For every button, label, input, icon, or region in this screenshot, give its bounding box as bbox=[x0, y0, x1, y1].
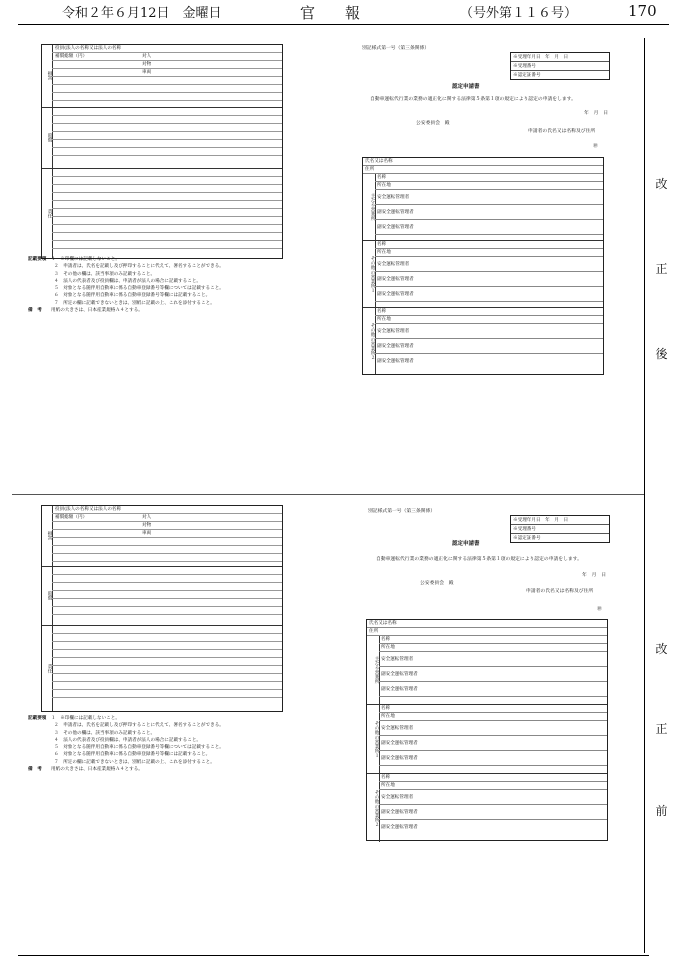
header-issue: （号外第１１６号） bbox=[460, 6, 578, 21]
left-form-table-original: 損害 役員(法人の名称又は法人の名称 補償総額（円） 対人 対物 車両 賠償 責任 bbox=[41, 505, 283, 712]
side-label-after: 改 正 後 bbox=[655, 177, 668, 361]
left-form-notes: 記載要領 １ ※印欄には記載しないこと。 ２ 申請者は、氏名を記載し及び押印することに代えて、署名することができる。 ３ その他の欄は、該当事項のみ記載すること。 ４ 法人の代表者及び役員欄は、申請者が法人の場合に記載すること。 ５ 対象となる随伴用自動車に係る自動車登録番号等欄については記載すること。 ６ 対象となる随伴用自動車に係る自動車登録番号等欄には記載すること。 ７ 所定の欄に記載できないときは、別紙に記載の上、これを添付すること。 備 考 用紙の大きさは、日本産業規格Ａ４とする。 bbox=[28, 257, 224, 314]
page-header bbox=[0, 0, 679, 24]
header-page-number: 170 bbox=[628, 2, 657, 20]
right-form-applicant: 申請者の氏名又は名称及び住所 bbox=[528, 129, 596, 134]
receipt-stamp-box: ※受理年月日 年 月 日 ※受理番号 ※認定証番号 bbox=[510, 52, 610, 80]
header-title: 官 報 bbox=[300, 4, 361, 22]
seal-mark: ㊞ bbox=[593, 144, 598, 149]
side-label-before: 改 正 前 bbox=[655, 642, 668, 818]
right-form-intro: 自動車運転代行業の業務の適正化に関する法律第５条第１項の規定により認定の申請をします。 bbox=[370, 97, 576, 102]
right-form-addressee: 公安委員会 殿 bbox=[416, 121, 450, 126]
right-form-table: 氏名又は名称 住所 主たる営業所 名称 所在地 安全運転管理者 副安全運転管理者 副安全運転管理者 その他の営業所１ 名称 所在地 安全運転管理者 副安全運転管理者 副安全運転管理者 その他の営業所２ 名称 所在地 安全運転管理者 副安全運転管理者 副安全運転管理者 bbox=[362, 157, 604, 375]
revised-section bbox=[12, 38, 644, 490]
header-date: 令和２年６月12日 金曜日 bbox=[62, 6, 222, 21]
right-form-number: 別記様式第一号（第三条関係） bbox=[362, 46, 430, 51]
right-form-date: 年 月 日 bbox=[584, 111, 608, 116]
left-form-top-row: 役員(法人の名称又は法人の名称 bbox=[55, 46, 122, 51]
receipt-stamp-box-original: ※受理年月日 年 月 日 ※受理番号 ※認定証番号 bbox=[510, 515, 610, 543]
right-form-table-original: 氏名又は名称 住所 主たる営業所 名称 所在地 安全運転管理者 副安全運転管理者 副安全運転管理者 その他の営業所１ 名称 所在地 安全運転管理者 副安全運転管理者 副安全運転管理者 その他の営業所２ 名称 所在地 安全運転管理者 副安全運転管理者 副安全運転管理者 bbox=[366, 619, 608, 841]
original-section: 損害 役員(法人の名称又は法人の名称 補償総額（円） 対人 対物 車両 賠償 責任 記載要領 １ ※印欄には記載しないこと。 ２ 申請者は、氏名を記載し及び押印することに代えて、署名することができる。 ３ その他の欄は、該当事項のみ記載すること。 ４ 法人の代表者及び役員欄は、申請者が法人の場合に記載すること。 ５ 対象となる随伴用自動車に係る自動車登録番号等欄については記載すること。 ６ 対象となる随伴用自動車に係る自動車登録番号等欄には記載すること。 ７ 所定の欄に記載できないときは、別紙に記載の上、これを添付すること。 備 考 用紙の大きさは、日本産業規格Ａ４とする。 別記様式第一号（第三条関係） ※受理年月日 年 月 日 ※受理番号 ※認定証番号 認定申請書 自動車運転代行業の業務の適正化に関する法律第５条第１項の規定により認定の申請をします。 公安委員会 殿 年 月 日 申請者の氏名又は名称及び住所 ㊞ 氏名又は名称 住所 主たる営業所 名称 所在地 安全運転管理者 副安全運転管理者 副安全運転管理者 その他の営業所１ 名称 所在地 安全運転管理者 副安全運転管理者 副安全運転管理者 その他の営業所２ 名称 所在地 安全運転管理者 副安全運転管理者 副安全運転管理者 bbox=[12, 494, 644, 955]
left-form-notes-original: 記載要領 １ ※印欄には記載しないこと。 ２ 申請者は、氏名を記載し及び押印することに代えて、署名することができる。 ３ その他の欄は、該当事項のみ記載すること。 ４ 法人の代表者及び役員欄は、申請者が法人の場合に記載すること。 ５ 対象となる随伴用自動車に係る自動車登録番号等欄については記載すること。 ６ 対象となる随伴用自動車に係る自動車登録番号等欄には記載すること。 ７ 所定の欄に記載できないときは、別紙に記載の上、これを添付すること。 備 考 用紙の大きさは、日本産業規格Ａ４とする。 bbox=[28, 716, 224, 773]
right-form-title: 認定申請書 bbox=[452, 84, 480, 90]
header-rule bbox=[18, 24, 669, 25]
footer-rule bbox=[18, 955, 649, 956]
left-form-table: 損害 役員(法人の名称又は法人の名称 補償総額（円） 対人 対物 車両 賠償 責任 bbox=[41, 44, 283, 259]
